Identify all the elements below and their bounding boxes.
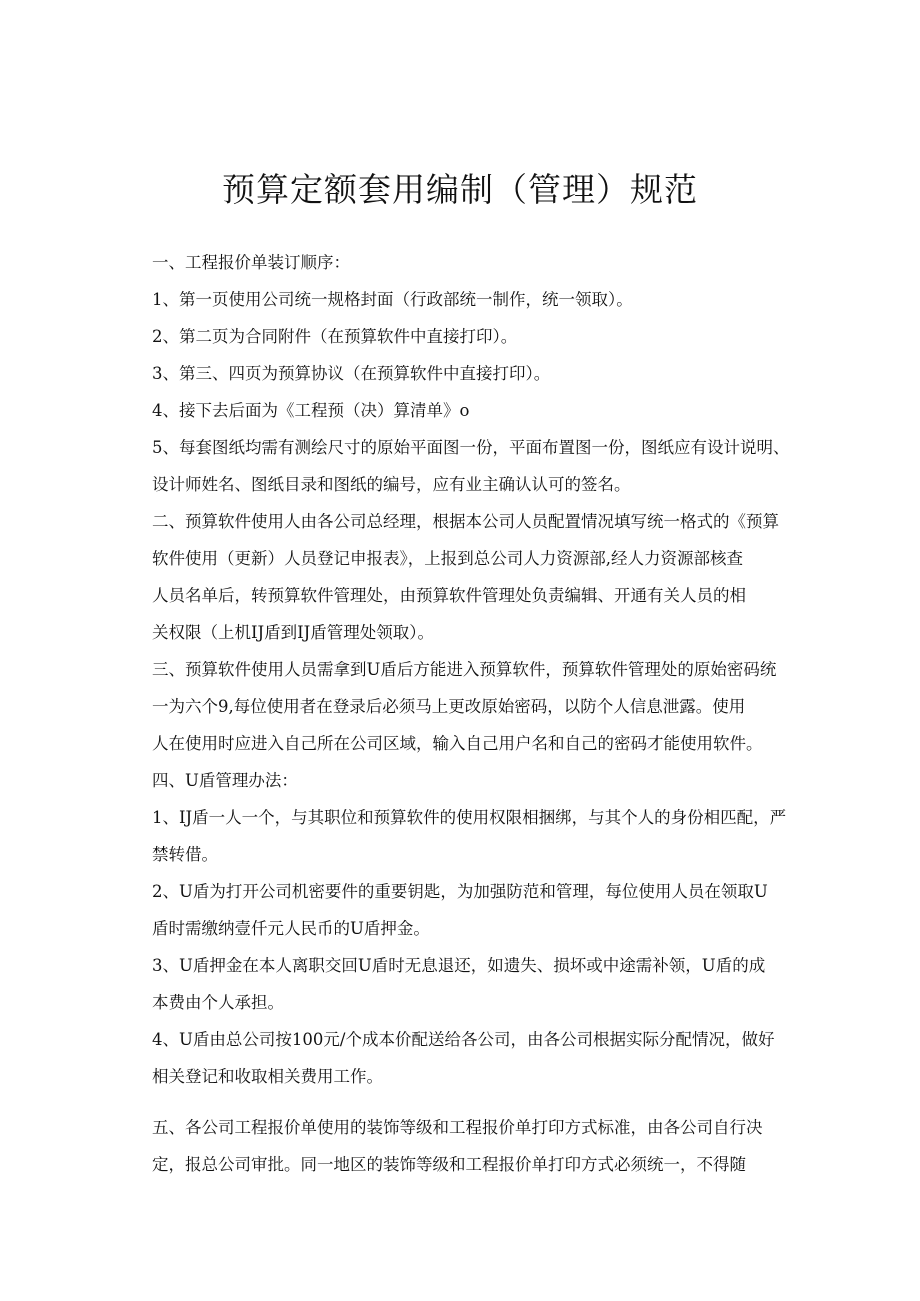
- text-line: 二、预算软件使用人由各公司总经理，根据本公司人员配置情况填写统一格式的《预算: [152, 512, 779, 531]
- text-line: 四、U盾管理办法：: [152, 771, 298, 790]
- text-line: 相关登记和收取相关费用工作。: [152, 1067, 383, 1086]
- text-line: 关权限（上机IJ盾到IJ盾管理处领取）。: [152, 623, 435, 642]
- text-line: 4、U盾由总公司按100元/个成本价配送给各公司，由各公司根据实际分配情况，做好: [152, 1030, 775, 1049]
- text-line: 人在使用时应进入自己所在公司区域，输入自己用户名和自己的密码才能使用软件。: [152, 734, 763, 753]
- text-line: 1、IJ盾一人一个，与其职位和预算软件的使用权限相捆绑，与其个人的身份相匹配，严: [152, 808, 787, 827]
- text-line: 本费由个人承担。: [152, 993, 284, 1012]
- text-line: 一、工程报价单装订顺序：: [152, 253, 350, 272]
- text-line: 3、U盾押金在本人离职交回U盾时无息退还，如遗失、损坏或中途需补领，U盾的成: [152, 956, 766, 975]
- text-line: 人员名单后，转预算软件管理处，由预算软件管理处负责编辑、开通有关人员的相: [152, 586, 746, 605]
- list-item: [152, 1021, 832, 1095]
- text-line: 3、第三、四页为预算协议（在预算软件中直接打印）。: [152, 364, 551, 383]
- list-item: [152, 947, 832, 1021]
- text-line: 三、预算软件使用人员需拿到U盾后方能进入预算软件，预算软件管理处的原始密码统: [152, 660, 777, 679]
- section-4-heading: [152, 762, 832, 799]
- list-item: [152, 392, 832, 429]
- list-item: [152, 281, 832, 318]
- section-3-paragraph: [152, 651, 832, 762]
- text-line: 盾时需缴纳壹仟元人民币的U盾押金。: [152, 919, 430, 938]
- section-2-paragraph: [152, 503, 832, 651]
- text-line: 软件使用（更新）人员登记申报表》，上报到总公司人力资源部,经人力资源部核查: [152, 549, 743, 568]
- page-title: 预算定额套用编制（管理）规范: [222, 170, 698, 209]
- text-line: 设计师姓名、图纸目录和图纸的编号，应有业主确认认可的签名。: [152, 475, 631, 494]
- text-line: 五、各公司工程报价单使用的装饰等级和工程报价单打印方式标准，由各公司自行决: [152, 1118, 763, 1137]
- list-item: [152, 318, 832, 355]
- list-item: [152, 355, 832, 392]
- text-line: 定，报总公司审批。同一地区的装饰等级和工程报价单打印方式必须统一，不得随: [152, 1155, 746, 1174]
- section-1-heading: [152, 244, 832, 281]
- list-item: [152, 799, 832, 873]
- text-line: 1、第一页使用公司统一规格封面（行政部统一制作，统一领取）。: [152, 290, 633, 309]
- text-line: 2、第二页为合同附件（在预算软件中直接打印）。: [152, 327, 518, 346]
- document-body: [152, 244, 832, 1183]
- text-line: 5、每套图纸均需有测绘尺寸的原始平面图一份，平面布置图一份，图纸应有设计说明、: [152, 438, 790, 457]
- list-item: [152, 873, 832, 947]
- paragraph-gap: [152, 1095, 832, 1109]
- text-line: 禁转借。: [152, 845, 218, 864]
- text-line: 4、接下去后面为《工程预（决）算清单》o: [152, 401, 470, 420]
- text-line: 2、U盾为打开公司机密要件的重要钥匙，为加强防范和管理，每位使用人员在领取U: [152, 882, 768, 901]
- list-item: [152, 429, 832, 503]
- text-line: 一为六个9,每位使用者在登录后必须马上更改原始密码，以防个人信息泄露。使用: [152, 697, 746, 716]
- section-5-paragraph: [152, 1109, 832, 1183]
